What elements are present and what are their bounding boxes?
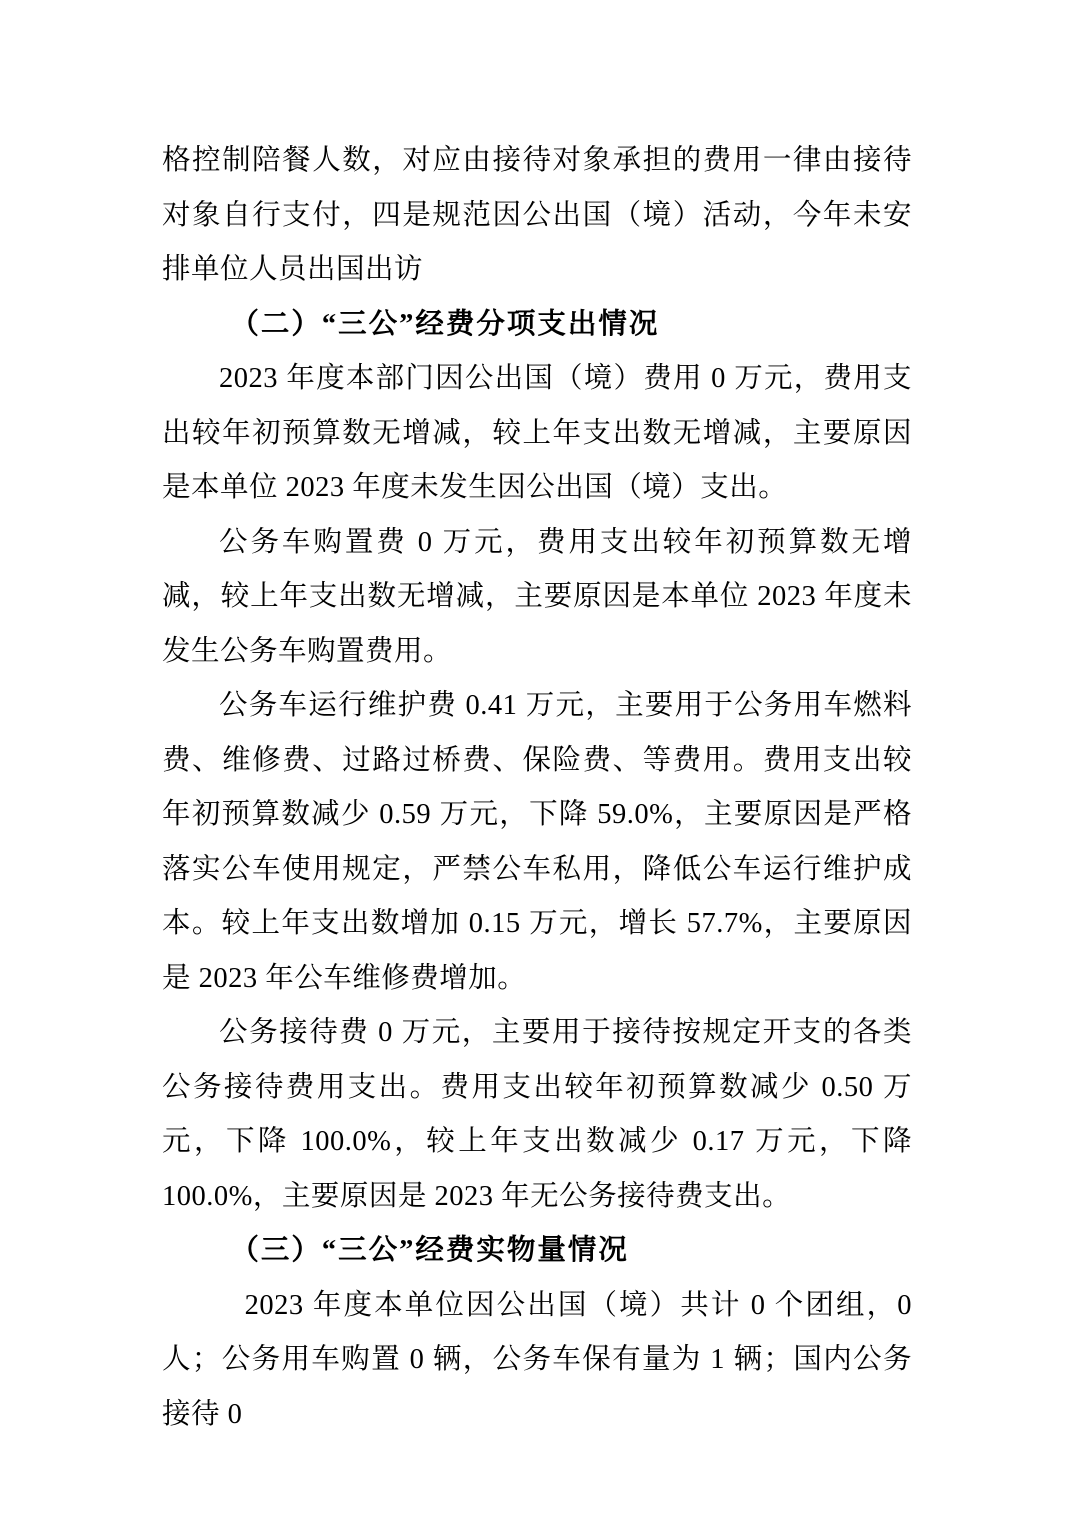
paragraph: 公务车运行维护费 0.41 万元，主要用于公务用车燃料费、维修费、过路过桥费、保险费、等费用。费用支出较年初预算数减少 0.59 万元，下降 59.0%，主要原因是严格落实公车使用规定，严禁公车私用，降低公车运行维护成本。较上年支出数增加 0.15 万元，增长 57.7%，主要原因是 2023 年公车维修费增加。 — [162, 690, 912, 994]
paragraph: 公务车购置费 0 万元，费用支出较年初预算数无增减，较上年支出数无增减，主要原因是本单位 2023 年度未发生公务车购置费用。 — [162, 526, 912, 667]
section-heading: （二）“三公”经费分项支出情况 — [230, 308, 660, 340]
paragraph: 2023 年度本部门因公出国（境）费用 0 万元，费用支出较年初预算数无增减，较上年支出数无增减，主要原因是本单位 2023 年度未发生因公出国（境）支出。 — [162, 363, 912, 503]
paragraph: 公务接待费 0 万元，主要用于接待按规定开支的各类公务接待费用支出。费用支出较年初预算数减少 0.50 万元，下降 100.0%，较上年支出数减少 0.17 万元，下降 100.0%，主要原因是 2023 年无公务接待费支出。 — [162, 1017, 912, 1212]
document-content — [162, 134, 912, 1442]
paragraph: 2023 年度本单位因公出国（境）共计 0 个团组，0 人；公务用车购置 0 辆，公务车保有量为 1 辆；国内公务接待 0 — [162, 1289, 912, 1430]
paragraph: 格控制陪餐人数，对应由接待对象承担的费用一律由接待对象自行支付，四是规范因公出国（境）活动，今年未安排单位人员出国出访 — [162, 145, 912, 285]
section-heading: （三）“三公”经费实物量情况 — [230, 1235, 629, 1266]
